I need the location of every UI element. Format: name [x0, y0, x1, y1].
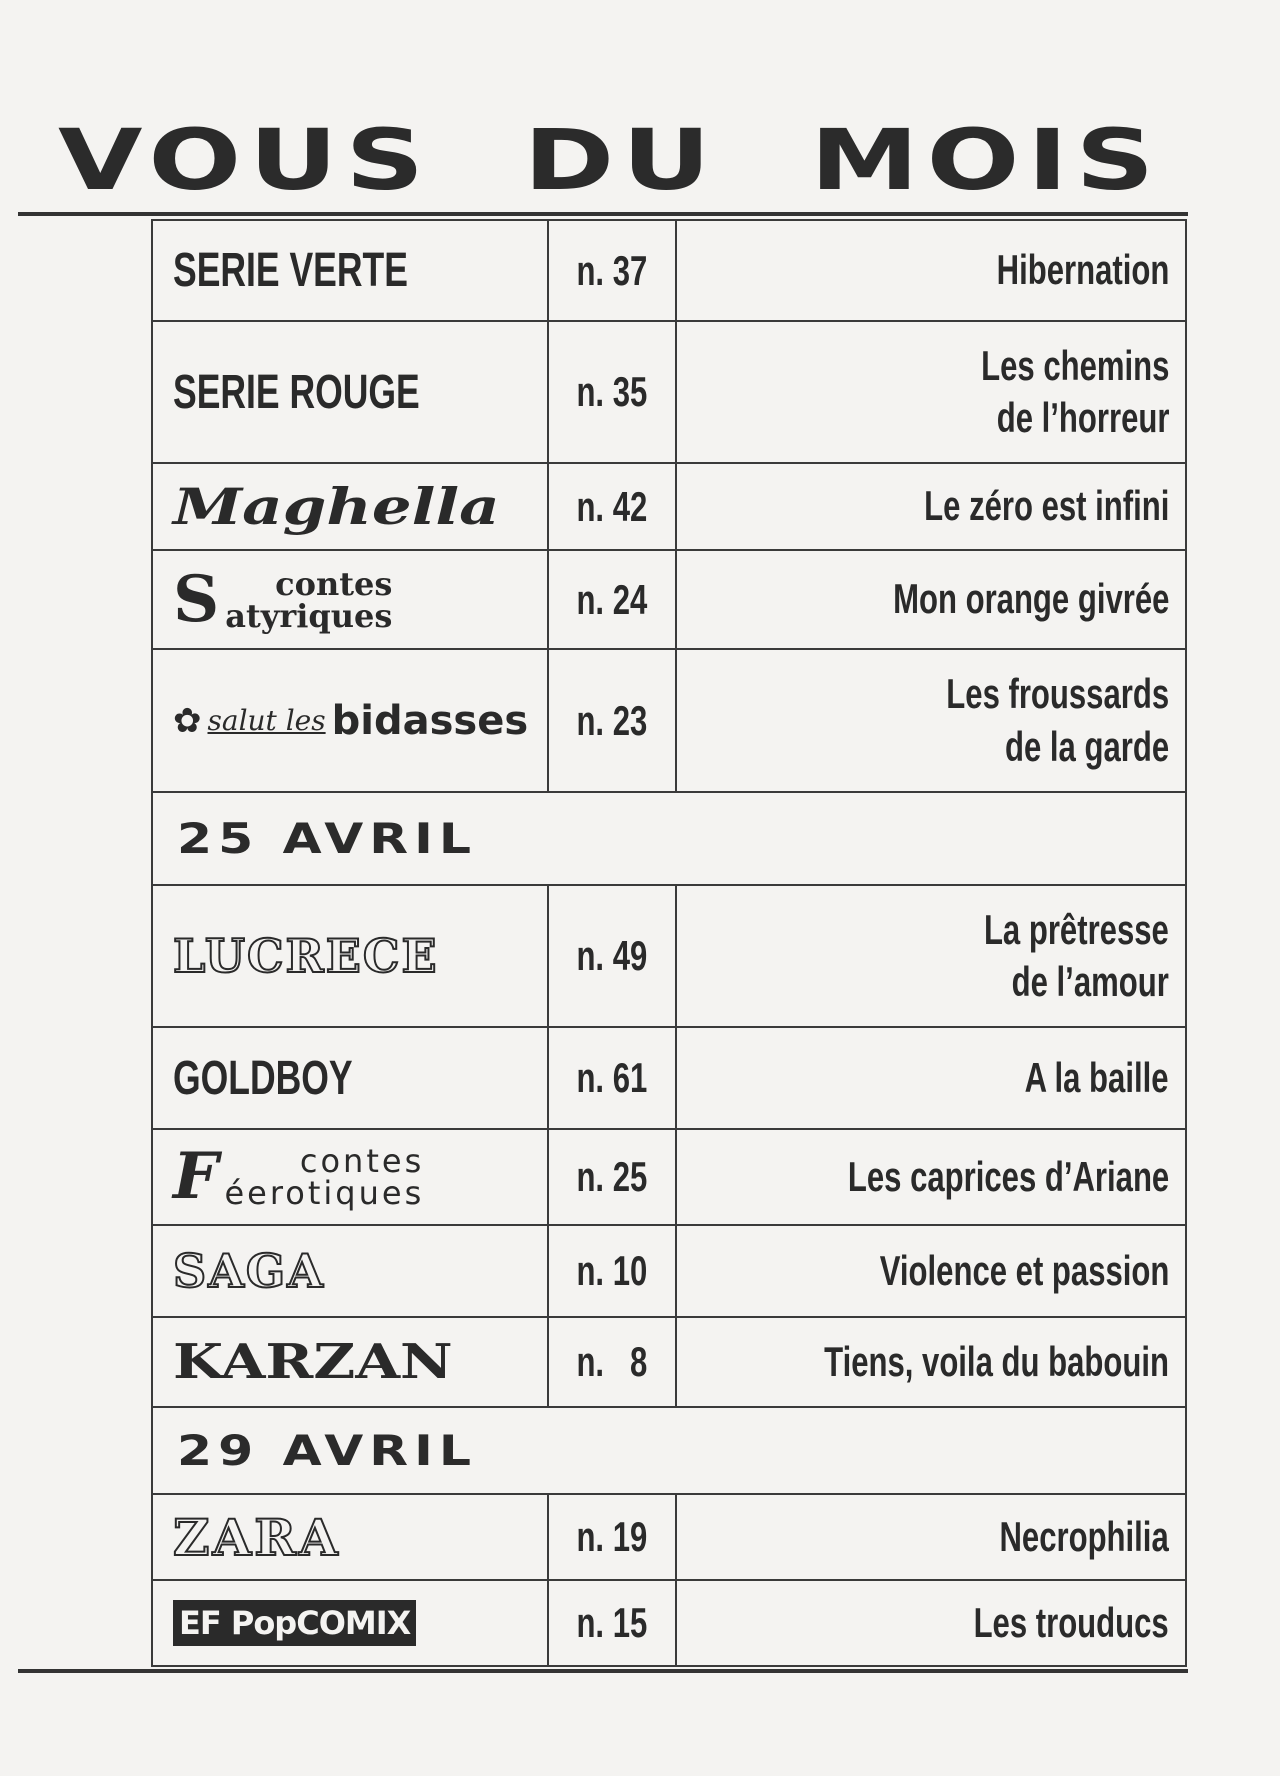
table-row	[152, 1580, 1186, 1666]
story-title: Les trouducs	[973, 1598, 1169, 1646]
issue-cell	[548, 1317, 676, 1407]
date-cell	[152, 1407, 1186, 1494]
issue-number: n. 35	[576, 368, 648, 415]
story-title: Tiens, voila du babouin	[824, 1337, 1169, 1385]
story-cell	[676, 463, 1186, 550]
issue-number: n. 61	[576, 1054, 648, 1101]
series-cell	[152, 463, 548, 550]
issue-cell	[548, 321, 676, 463]
table-row	[152, 885, 1186, 1027]
series-cell	[152, 1580, 548, 1666]
issue-cell	[548, 1494, 676, 1580]
story-title: Violence et passion	[879, 1246, 1169, 1294]
table-row	[152, 1317, 1186, 1407]
issue-cell	[548, 463, 676, 550]
story-title: Le zéro est infini	[923, 482, 1169, 530]
table-row	[152, 1225, 1186, 1317]
zara-logo: ZARA	[173, 1507, 341, 1567]
series-title: SERIE VERTE	[173, 244, 408, 297]
series-cell	[152, 1225, 548, 1317]
story-cell	[676, 321, 1186, 463]
series-cell	[152, 1317, 548, 1407]
maghella-logo: Maghella	[173, 477, 500, 536]
lucrece-logo: LUCRECE	[173, 929, 439, 983]
flower-icon: ✿	[173, 701, 202, 740]
date-row	[152, 1407, 1186, 1494]
story-title: Les caprices d’Ariane	[847, 1152, 1169, 1200]
date-row	[152, 792, 1186, 885]
issue-cell	[548, 649, 676, 792]
table-row	[152, 463, 1186, 550]
series-cell	[152, 550, 548, 649]
issue-cell	[548, 1027, 676, 1129]
issue-cell	[548, 550, 676, 649]
release-date: 25 AVRIL	[177, 814, 477, 863]
story-title: La prêtresse de l’amour	[984, 905, 1169, 1005]
series-cell	[152, 220, 548, 321]
contes-satyriques-logo: S contes atyriques	[173, 561, 393, 637]
series-title: GOLDBOY	[173, 1051, 353, 1105]
issue-cell	[548, 1580, 676, 1666]
table-row	[152, 321, 1186, 463]
karzan-logo: KARZAN	[173, 1334, 453, 1390]
issue-number: n. 25	[576, 1153, 648, 1200]
top-rule	[18, 212, 1188, 216]
saga-logo: SAGA	[173, 1244, 325, 1298]
story-cell	[676, 1317, 1186, 1407]
story-title: Necrophilia	[999, 1512, 1169, 1560]
story-cell	[676, 1225, 1186, 1317]
table-row	[152, 550, 1186, 649]
story-title: Hibernation	[996, 246, 1169, 294]
page-title: VOUS DU MOIS	[58, 111, 1163, 209]
story-title: Mon orange givrée	[892, 575, 1169, 623]
issue-number: n. 19	[576, 1513, 648, 1560]
series-cell	[152, 321, 548, 463]
contes-feerotiques-logo: F contes éerotiques	[173, 1139, 425, 1214]
table-row	[152, 1494, 1186, 1580]
issue-number: n. 15	[576, 1599, 648, 1646]
series-cell	[152, 649, 548, 792]
issue-number: n. 24	[576, 575, 648, 623]
issue-number: n. 49	[576, 932, 648, 979]
issue-number: n. 8	[576, 1338, 648, 1385]
story-cell	[676, 550, 1186, 649]
series-cell	[152, 1494, 548, 1580]
issue-number: n. 23	[576, 696, 648, 744]
story-cell	[676, 885, 1186, 1027]
story-title: A la baille	[1025, 1053, 1169, 1101]
series-cell	[152, 1027, 548, 1129]
series-cell	[152, 885, 548, 1027]
release-table	[151, 219, 1187, 1667]
story-title: Les froussards de la garde	[946, 670, 1169, 770]
release-date: 29 AVRIL	[177, 1426, 477, 1475]
issue-cell	[548, 220, 676, 321]
issue-number: n. 37	[576, 246, 648, 294]
story-cell	[676, 1129, 1186, 1225]
story-title: Les chemins de l’horreur	[980, 341, 1169, 441]
issue-number: n. 10	[576, 1247, 648, 1294]
table-row	[152, 649, 1186, 792]
issue-cell	[548, 885, 676, 1027]
story-cell	[676, 220, 1186, 321]
table-row	[152, 1027, 1186, 1129]
story-cell	[676, 1494, 1186, 1580]
ef-popcomix-logo: EF PopCOMIX	[173, 1600, 416, 1646]
series-title: SERIE ROUGE	[173, 365, 420, 419]
series-cell	[152, 1129, 548, 1225]
story-cell	[676, 649, 1186, 792]
issue-cell	[548, 1129, 676, 1225]
issue-number: n. 42	[576, 482, 648, 530]
story-cell	[676, 1580, 1186, 1666]
salut-les-bidasses-logo: ✿ salut les bidasses	[173, 697, 529, 744]
bottom-rule	[18, 1669, 1188, 1673]
date-cell	[152, 792, 1186, 885]
issue-cell	[548, 1225, 676, 1317]
story-cell	[676, 1027, 1186, 1129]
table-row	[152, 220, 1186, 321]
table-row	[152, 1129, 1186, 1225]
